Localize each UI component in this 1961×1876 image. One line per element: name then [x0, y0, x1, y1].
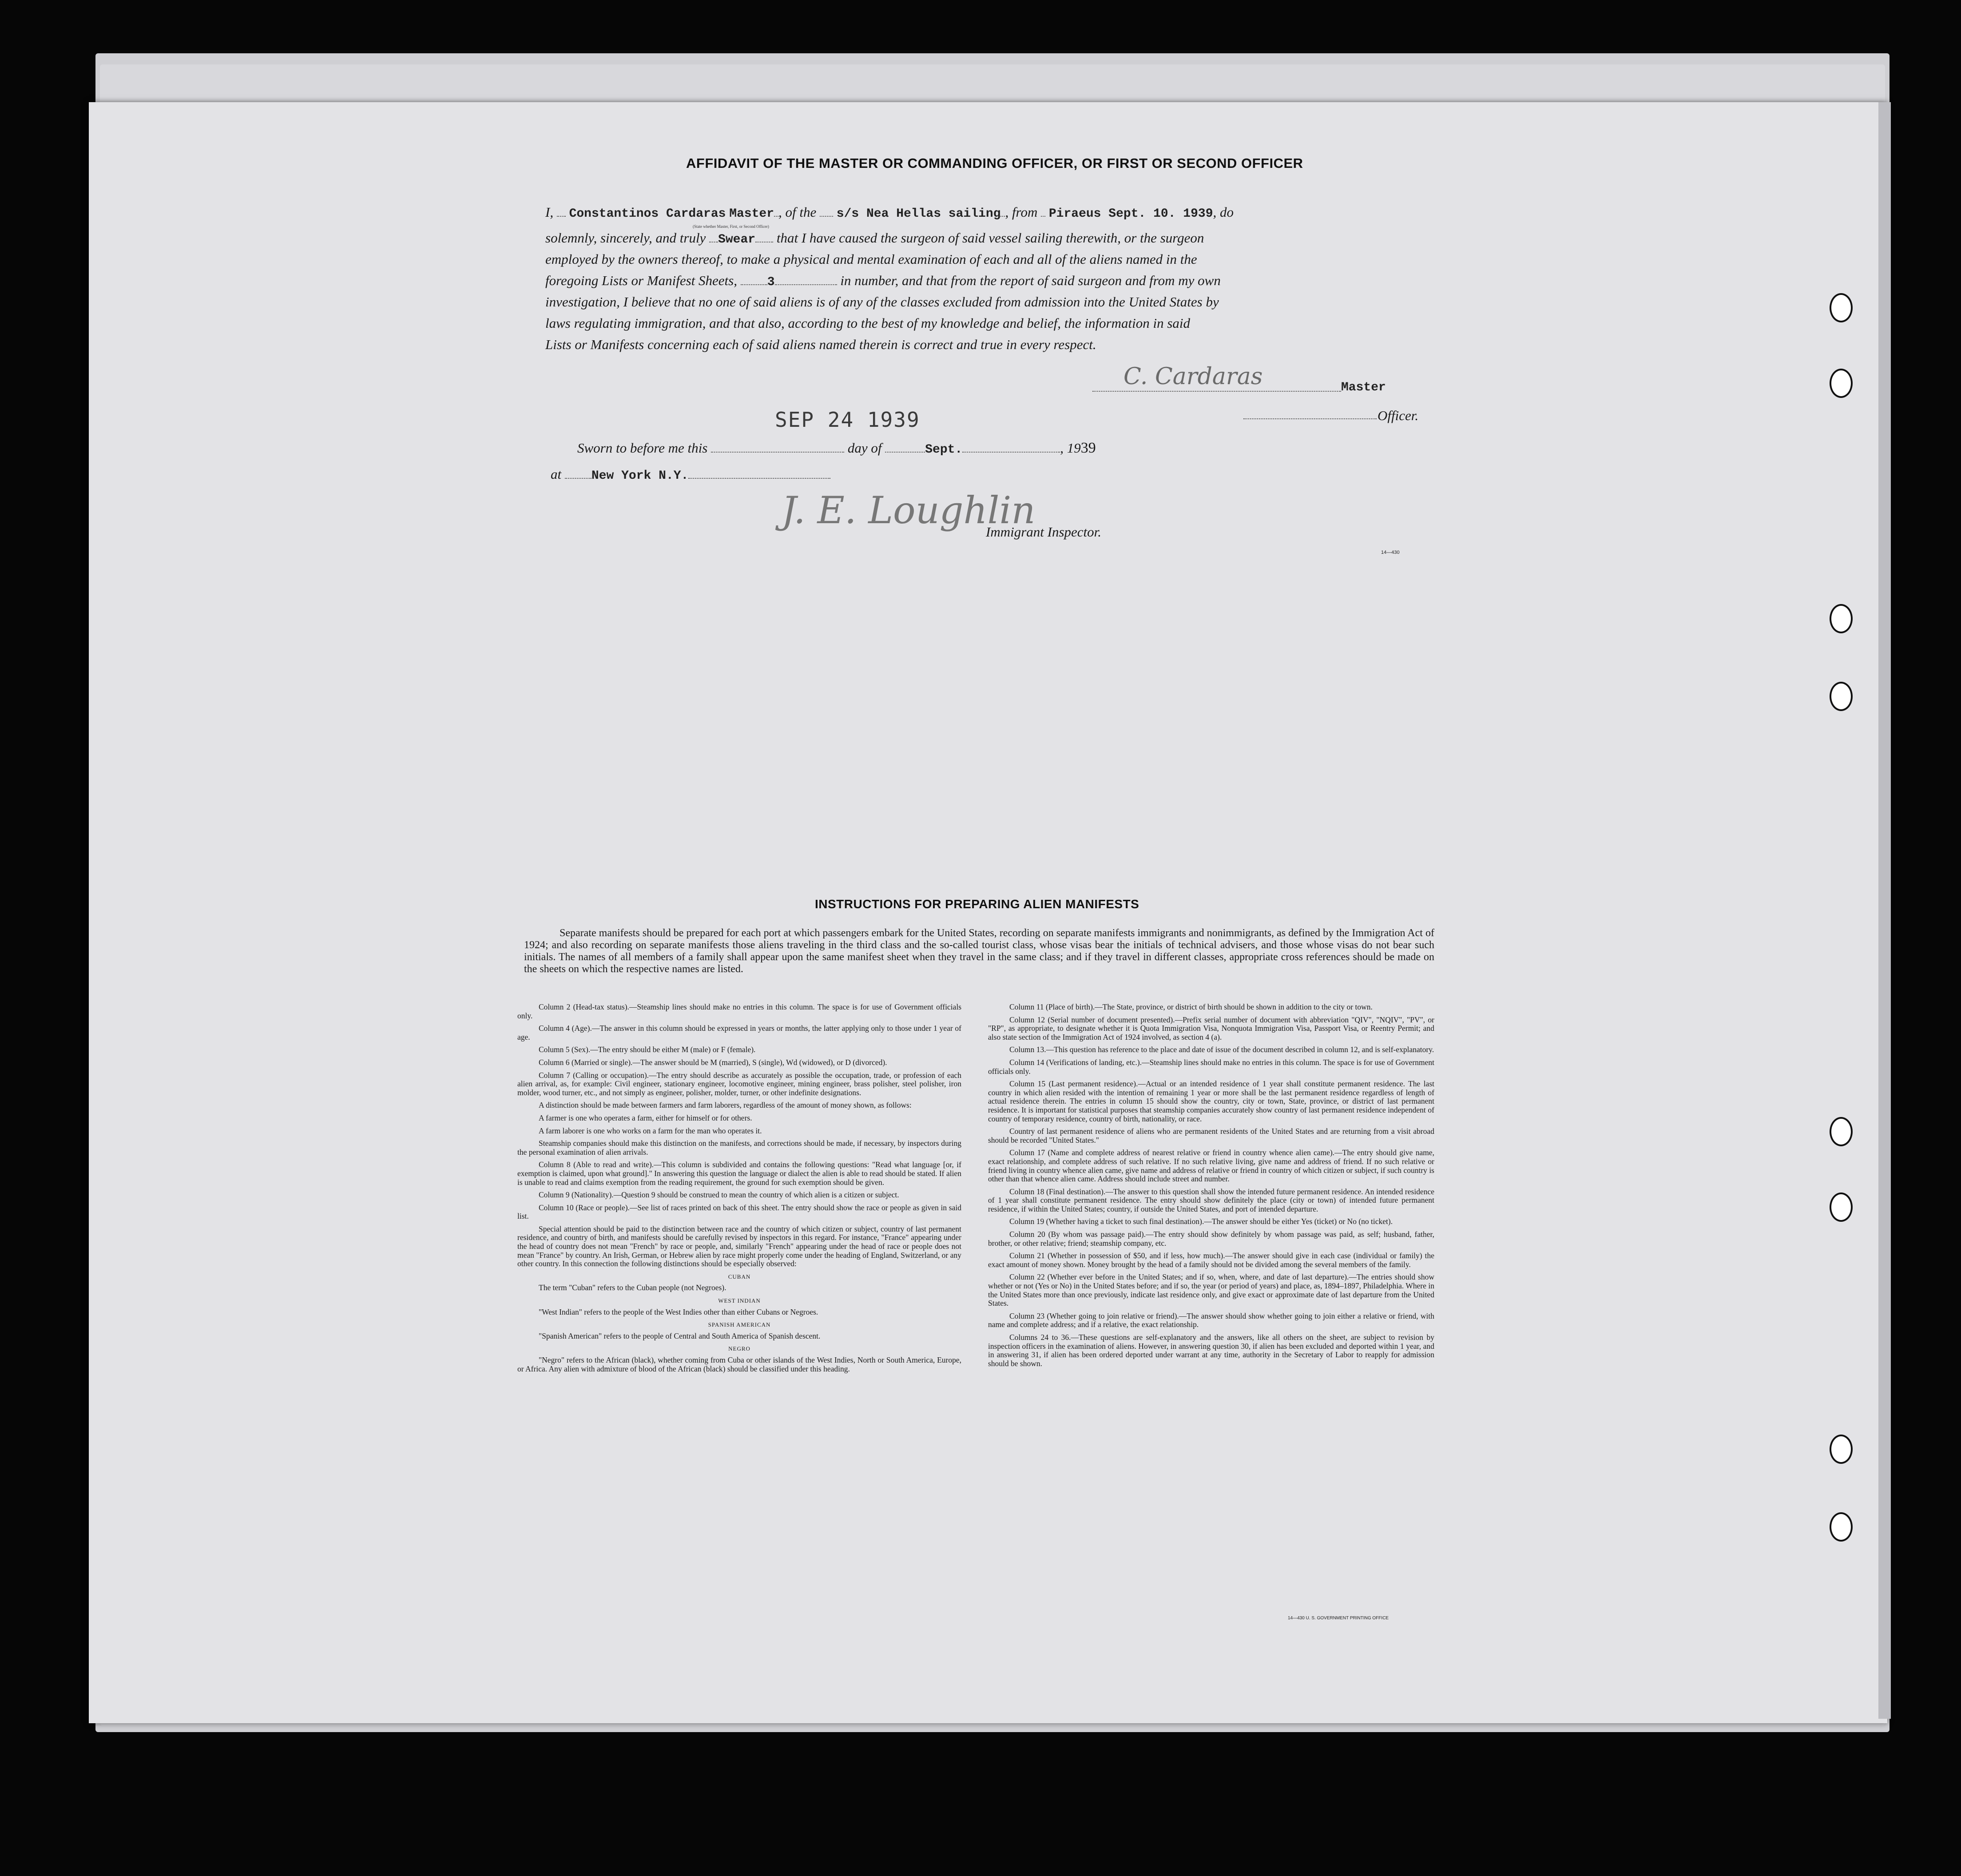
- inspector-signature: J. E. Loughlin: [782, 489, 1036, 532]
- signature-title: Master: [1341, 381, 1386, 394]
- left-paragraph: Column 10 (Race or people).—See list of races printed on back of this sheet. The entry should show the race or people as given in said list.: [517, 1203, 961, 1221]
- vessel-name: s/s Nea Hellas sailing: [836, 207, 1001, 221]
- binder-hole-3: [1830, 604, 1853, 633]
- affidavit-line-4: foregoing Lists or Manifest Sheets, 3 in number, and that from the report of said surgeon and from my own: [545, 273, 1221, 289]
- i-label: I,: [545, 204, 554, 220]
- of-the-label: of the: [785, 204, 817, 220]
- master-name: Constantinos Cardaras: [569, 207, 726, 221]
- left-paragraph: Column 9 (Nationality).—Question 9 should be construed to mean the country of which alien is a citizen or subject.: [539, 1190, 899, 1200]
- instructions-left-column: [517, 1003, 961, 1377]
- received-date-stamp: SEP 24 1939: [775, 408, 920, 432]
- text-spanish-american: "Spanish American" refers to the people of Central and South America of Spanish descent.: [539, 1331, 821, 1340]
- right-paragraph: Column 20 (By whom was passage paid).—The entry should show definitely by whom passage was paid, as self; husband, father, brother, or other relative; friend; steamship company, etc.: [988, 1230, 1434, 1248]
- printing-office-footer: 14—430 U. S. GOVERNMENT PRINTING OFFICE: [1288, 1616, 1389, 1621]
- sworn-place: New York N.Y.: [591, 469, 689, 483]
- heading-negro: NEGRO: [728, 1345, 750, 1352]
- right-paragraph: Column 15 (Last permanent residence).—Actual or an intended residence of 1 year shall constitute permanent residence. The last country in which alien resided with the intention of remaining 1 year or more shall be the last permanent residence regardless of length of actual residence therein. The entries in column 15 should show the country, city or town, State, province, or district of last permanent residence. It is important for statistical purposes that steamship companies accurately show country of last permanent residence independent of country of temporary residence, country of birth, nationality, or race.: [988, 1079, 1434, 1123]
- instructions-intro: Separate manifests should be prepared for each port at which passengers embark for the United States, recording on separate manifests immigrants and nonimmigrants, as defined by the Immigration Act of 1924; and also recording on separate manifests those aliens traveling in the third class and the so-called tourist class, whose visas bear the initials of technical advisers, and those whose visas do not bear such initials. The names of all members of a family shall appear upon the same manifest sheet when they travel in the same class; and if they travel in different classes, appropriate cross references should be made on the sheets on which the respective names are listed.: [524, 927, 1434, 975]
- form-number: 14—430: [1381, 550, 1400, 555]
- right-paragraph: Column 17 (Name and complete address of nearest relative or friend in country whence alien came).—The entry should give name, exact relationship, and complete address of such relative. If no such relative living, give name and address of friend. If no such relative or friend living in country whence alien came, give name and address of relative or friend in country of which citizen or subject, if such country is other than that whence alien came. Address should include street and number.: [988, 1148, 1434, 1184]
- left-paragraph: Steamship companies should make this distinction on the manifests, and corrections should be made, if necessary, by inspectors during the personal examination of alien arrivals.: [517, 1139, 961, 1157]
- left-paragraph: Column 8 (Able to read and write).—This column is subdivided and contains the following questions: "Read what language [or, if exemption is claimed, upon what ground]." In answering this question the language or dialect the alien is able to read should be stated. If alien is unable to read and claims exemption from the reading requirement, the ground for such exemption should be given.: [517, 1160, 961, 1187]
- right-paragraph: Column 12 (Serial number of document presented).—Prefix serial number of document with abbreviation "QIV", "NQIV", "PV", or "RP", as appropriate, to designate whether it is Quota Immigration Visa, Nonquota Immigration Visa, Passport Visa, or Reentry Permit; and also state section of the Immigration Act of 1924 involved, as section 4 (a).: [988, 1015, 1434, 1041]
- affidavit-line-3: employed by the owners thereof, to make a physical and mental examination of each and all of the aliens named in the: [545, 251, 1197, 267]
- heading-cuban: CUBAN: [728, 1273, 751, 1280]
- affidavit-line-2: solemnly, sincerely, and truly Swear that I have caused the surgeon of said vessel sailing therewith, or the surgeon: [545, 230, 1204, 246]
- affidavit-title: AFFIDAVIT OF THE MASTER OR COMMANDING OFFICER, OR FIRST OR SECOND OFFICER: [686, 155, 1303, 171]
- text-negro: "Negro" refers to the African (black), whether coming from Cuba or other islands of the West Indies, North or South America, Europe, or Africa. Any alien with admixture of blood of the African (black) should be classified under this heading.: [517, 1355, 961, 1373]
- officer-label: Officer.: [1377, 408, 1419, 423]
- right-paragraph: Column 18 (Final destination).—The answer to this question shall show the intended future permanent residence. An intended residence of 1 year shall constitute permanent residence. The entry should show definitely the place (city or town) of intended future permanent residence, if within the United States; country, if outside the United States, and port of intended departure.: [988, 1187, 1434, 1213]
- text-west-indian: "West Indian" refers to the people of the West Indies other than either Cubans or Negroes.: [539, 1307, 818, 1316]
- right-paragraph: Column 23 (Whether going to join relative or friend).—The answer should show whether going to join either a relative or friend, with name and complete address; and if a relative, the exact relationship.: [988, 1311, 1434, 1329]
- instructions-title: INSTRUCTIONS FOR PREPARING ALIEN MANIFESTS: [815, 897, 1139, 911]
- right-paragraph: Country of last permanent residence of aliens who are permanent residents of the United States and are returning from a visit abroad should be recorded "United States.": [988, 1127, 1434, 1145]
- binder-hole-4: [1830, 682, 1853, 711]
- left-paragraph: A distinction should be made between farmers and farm laborers, regardless of the amount of money shown, as follows:: [539, 1101, 912, 1110]
- heading-spanish-american: SPANISH AMERICAN: [708, 1321, 771, 1328]
- text-cuban: The term "Cuban" refers to the Cuban people (not Negroes).: [539, 1283, 726, 1292]
- affidavit-line-6: laws regulating immigration, and that also, according to the best of my knowledge and belief, the information in said: [545, 315, 1191, 331]
- binder-hole-6: [1830, 1192, 1853, 1222]
- right-paragraph: Column 22 (Whether ever before in the United States; and if so, when, where, and date of last departure).—The entries should show whether or not (Yes or No) in the United States before; and if so, the year (or period of years) and place, as, 1894–1897, Philadelphia. Where in the United States more than once previously, indicate last residence only, and give exact or approximate date of last departure from the United States.: [988, 1272, 1434, 1308]
- binder-hole-7: [1830, 1435, 1853, 1464]
- departure-port-date: Piraeus Sept. 10. 1939: [1048, 207, 1213, 221]
- instructions-right-column: [988, 1003, 1434, 1372]
- heading-west-indian: WEST INDIAN: [718, 1297, 761, 1304]
- do-label: , do: [1213, 204, 1234, 220]
- master-signature-line: [1092, 391, 1341, 392]
- affidavit-line-7: Lists or Manifests concerning each of said aliens named therein is correct and true in every respect.: [545, 337, 1096, 352]
- sworn-month: Sept.: [925, 443, 963, 457]
- left-paragraph: Column 2 (Head-tax status).—Steamship lines should make no entries in this column. The space is for use of Government officials only.: [517, 1002, 961, 1020]
- from-label: from: [1012, 204, 1038, 220]
- left-paragraph: Column 4 (Age).—The answer in this column should be expressed in years or months, the latter applying only to those under 1 year of age.: [517, 1024, 961, 1041]
- left-paragraph: A farmer is one who operates a farm, either for himself or for others.: [539, 1113, 752, 1122]
- binder-hole-5: [1830, 1117, 1853, 1146]
- left-paragraph: Column 5 (Sex).—The entry should be either M (male) or F (female).: [539, 1045, 756, 1054]
- place-line: at New York N.Y.: [551, 466, 830, 483]
- oath-word: Swear: [718, 233, 756, 246]
- affidavit-line-5: investigation, I believe that no one of said aliens is of any of the classes excluded from admission into the United States by: [545, 294, 1219, 310]
- master-signature: C. Cardaras: [1123, 363, 1263, 390]
- right-paragraph: Column 11 (Place of birth).—The State, province, or district of birth should be shown in addition to the city or town.: [1009, 1002, 1373, 1011]
- right-paragraph: Column 19 (Whether having a ticket to such final destination).—The answer should be either Yes (ticket) or No (no ticket).: [1009, 1217, 1393, 1226]
- rank-note: (State whether Master, First, or Second Officer): [693, 224, 769, 229]
- binder-hole-8: [1830, 1512, 1853, 1542]
- binder-hole-1: [1830, 293, 1853, 322]
- officer-line: [1243, 418, 1377, 419]
- right-paragraph: Column 21 (Whether in possession of $50, and if less, how much).—The answer should give in each case (individual or family) the exact amount of money shown. Money brought by the head of a family should not be divided among the several members of the family.: [988, 1251, 1434, 1269]
- sworn-year: 39: [1080, 440, 1096, 456]
- left-paragraph: Column 6 (Married or single).—The answer should be M (married), S (single), Wd (widowed), or D (divorced).: [539, 1057, 887, 1067]
- affidavit-line-1: I, Constantinos Cardaras Master , of the s/s Nea Hellas sailing , from Piraeus Sept. 10. 1939, do: [545, 204, 1234, 221]
- left-paragraph: Special attention should be paid to the distinction between race and the country of which citizen or subject, country of last permanent residence, and country of birth, and manifests should be carefully revised by inspectors in this regard. For instance, "France" appearing under the head of country does not mean "French" by race or people, and, similarly "French" appearing under the head of race or people does not mean "France" by country. An Irish, German, or Hebrew alien by race might properly come under the heading of England, Switzerland, or any other country. In this connection the following distinctions should be especially observed:: [517, 1224, 961, 1268]
- right-paragraph: Column 14 (Verifications of landing, etc.).—Steamship lines should make no entries in this column. The space is for use of Government officials only.: [988, 1057, 1434, 1076]
- sheet-count: 3: [767, 275, 775, 289]
- inspector-title: Immigrant Inspector.: [986, 524, 1102, 540]
- sworn-line: Sworn to before me this day of Sept. , 1939: [577, 440, 1096, 457]
- page-edge: [1878, 102, 1891, 1719]
- left-paragraph: A farm laborer is one who works on a farm for the man who operates it.: [539, 1126, 762, 1135]
- master-rank: Master: [729, 207, 774, 221]
- right-paragraph: Columns 24 to 36.—These questions are self-explanatory and the answers, like all others on the sheet, are subject to revision by inspection officers in the examination of aliens. However, in answering question 30, if alien has been excluded and deported within 1 year, and in answering 31, if alien has been ordered deported under warrant at any time, authority in the Secretary of Labor to reapply for admission should be shown.: [988, 1333, 1434, 1368]
- left-paragraph: Column 7 (Calling or occupation).—The entry should describe as accurately as possible the occupation, trade, or profession of each alien arrival, as, for example: Civil engineer, stationary engineer, locomotive engineer, mining engineer, brass polisher, steel polisher, iron molder, wood turner, etc., and not simply as engineer, polisher, molder, turner, or other indefinite designations.: [517, 1070, 961, 1097]
- binder-hole-2: [1830, 369, 1853, 398]
- right-paragraph: Column 13.—This question has reference to the place and date of issue of the document described in column 12, and is self-explanatory.: [1009, 1045, 1434, 1054]
